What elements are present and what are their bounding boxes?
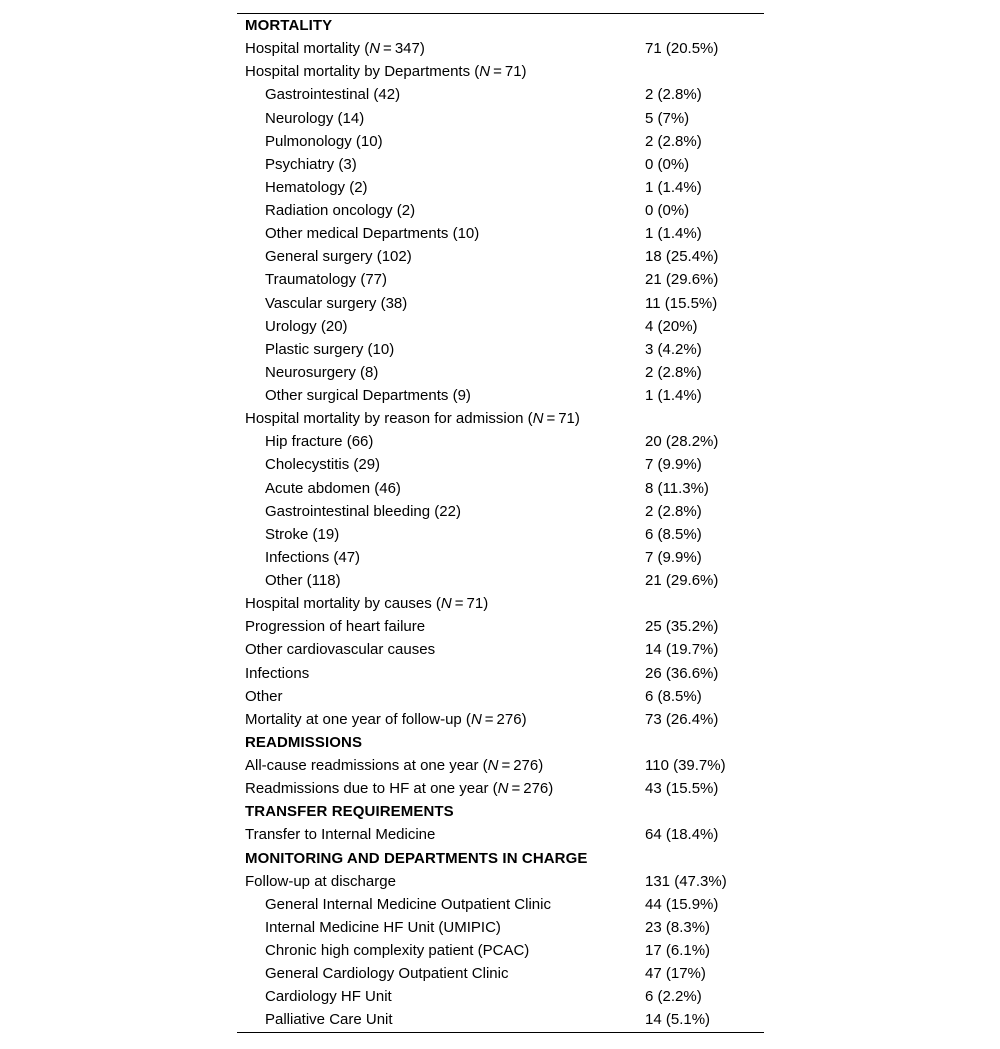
table-row bbox=[237, 708, 764, 731]
table-row bbox=[237, 176, 764, 199]
row-value: 47 (17%) bbox=[645, 965, 706, 983]
row-label: Plastic surgery (10) bbox=[265, 340, 395, 358]
row-value: 6 (2.2%) bbox=[645, 988, 702, 1006]
row-label: Psychiatry (3) bbox=[265, 155, 357, 173]
table-row bbox=[237, 777, 764, 800]
table-row bbox=[237, 500, 764, 523]
row-label: Cholecystitis (29) bbox=[265, 456, 381, 474]
table-row bbox=[237, 107, 764, 130]
row-label: Hospital mortality by causes (N = 71) bbox=[245, 595, 489, 613]
row-label: Hospital mortality by reason for admission (N = 71) bbox=[245, 410, 580, 428]
row-label: Other surgical Departments (9) bbox=[265, 387, 471, 404]
table-row bbox=[237, 292, 764, 315]
table-row bbox=[237, 800, 764, 823]
section-header: READMISSIONS bbox=[245, 733, 363, 751]
row-label: General Internal Medicine Outpatient Clinic bbox=[265, 895, 551, 913]
section-header: MORTALITY bbox=[245, 17, 333, 34]
table-row bbox=[237, 268, 764, 291]
row-value: 1 (1.4%) bbox=[645, 225, 702, 243]
table-row bbox=[237, 985, 764, 1008]
table-row bbox=[237, 916, 764, 939]
row-value: 2 (2.8%) bbox=[645, 132, 702, 150]
row-value: 17 (6.1%) bbox=[645, 942, 711, 959]
row-label: Readmissions due to HF at one year (N = 276) bbox=[245, 780, 554, 798]
row-value: 6 (8.5%) bbox=[645, 525, 702, 543]
table-row bbox=[237, 338, 764, 361]
row-value: 0 (0%) bbox=[645, 155, 690, 173]
table-row bbox=[237, 222, 764, 245]
table-bottom-rule bbox=[237, 1032, 764, 1033]
table-row bbox=[237, 14, 764, 37]
row-value: 26 (36.6%) bbox=[645, 664, 719, 682]
row-value: 18 (25.4%) bbox=[645, 248, 719, 266]
row-value: 8 (11.3%) bbox=[645, 479, 709, 497]
row-value: 7 (9.9%) bbox=[645, 456, 702, 474]
row-label: Radiation oncology (2) bbox=[265, 202, 416, 219]
row-label: Infections (47) bbox=[265, 548, 361, 566]
row-value: 21 (29.6%) bbox=[645, 572, 719, 589]
row-value: 44 (15.9%) bbox=[645, 895, 719, 913]
table-row bbox=[237, 731, 764, 754]
row-value: 73 (26.4%) bbox=[645, 710, 719, 728]
row-label: Hematology (2) bbox=[265, 178, 368, 196]
table-row bbox=[237, 37, 764, 60]
row-label: All-cause readmissions at one year (N = 276) bbox=[245, 757, 544, 774]
table-row bbox=[237, 1008, 764, 1031]
row-label: Other (118) bbox=[265, 572, 341, 589]
row-label: Progression of heart failure bbox=[245, 618, 426, 636]
table-row bbox=[237, 60, 764, 83]
table-row bbox=[237, 939, 764, 962]
row-label: Neurology (14) bbox=[265, 109, 365, 127]
table-row bbox=[237, 361, 764, 384]
row-value: 4 (20%) bbox=[645, 317, 698, 335]
row-label: Transfer to Internal Medicine bbox=[245, 826, 436, 844]
table-row bbox=[237, 592, 764, 615]
table-row bbox=[237, 870, 764, 893]
table-row bbox=[237, 662, 764, 685]
table-row bbox=[237, 83, 764, 106]
row-value: 14 (19.7%) bbox=[645, 641, 719, 659]
row-value: 43 (15.5%) bbox=[645, 780, 719, 798]
row-label: Gastrointestinal (42) bbox=[265, 86, 401, 104]
table-row bbox=[237, 315, 764, 338]
table-row bbox=[237, 615, 764, 638]
table-row bbox=[237, 754, 764, 777]
table-row bbox=[237, 384, 764, 407]
row-value: 2 (2.8%) bbox=[645, 363, 702, 381]
row-label: Other bbox=[245, 687, 283, 705]
row-label: Neurosurgery (8) bbox=[265, 363, 379, 381]
table-row bbox=[237, 569, 764, 592]
row-value: 1 (1.4%) bbox=[645, 387, 702, 404]
row-value: 110 (39.7%) bbox=[645, 757, 726, 774]
row-label: Other cardiovascular causes bbox=[245, 641, 436, 659]
table-row bbox=[237, 199, 764, 222]
row-value: 5 (7%) bbox=[645, 109, 690, 127]
row-label: Hospital mortality by Departments (N = 71) bbox=[245, 63, 527, 81]
row-label: Other medical Departments (10) bbox=[265, 225, 480, 243]
row-value: 131 (47.3%) bbox=[645, 872, 727, 890]
table-row bbox=[237, 847, 764, 870]
table-row bbox=[237, 407, 764, 430]
section-header: MONITORING AND DEPARTMENTS IN CHARGE bbox=[245, 849, 588, 867]
table-row bbox=[237, 638, 764, 661]
table-row bbox=[237, 130, 764, 153]
table-row bbox=[237, 523, 764, 546]
row-value: 6 (8.5%) bbox=[645, 687, 702, 705]
row-label: Mortality at one year of follow-up (N = 276) bbox=[245, 710, 527, 728]
row-value: 21 (29.6%) bbox=[645, 271, 719, 289]
row-label: Hip fracture (66) bbox=[265, 433, 374, 451]
row-value: 3 (4.2%) bbox=[645, 340, 702, 358]
row-value: 2 (2.8%) bbox=[645, 502, 702, 520]
table-row bbox=[237, 477, 764, 500]
row-label: Vascular surgery (38) bbox=[265, 294, 408, 312]
table-row bbox=[237, 430, 764, 453]
table-row bbox=[237, 453, 764, 476]
row-value: 23 (8.3%) bbox=[645, 918, 711, 936]
table-row bbox=[237, 546, 764, 569]
row-label: Traumatology (77) bbox=[265, 271, 387, 289]
row-value: 14 (5.1%) bbox=[645, 1011, 711, 1029]
row-value: 2 (2.8%) bbox=[645, 86, 702, 104]
row-value: 71 (20.5%) bbox=[645, 40, 719, 58]
outcomes-table bbox=[237, 13, 764, 1033]
row-label: Palliative Care Unit bbox=[265, 1011, 393, 1029]
row-label: Chronic high complexity patient (PCAC) bbox=[265, 942, 530, 959]
table-row bbox=[237, 962, 764, 985]
row-value: 20 (28.2%) bbox=[645, 433, 719, 451]
table-row bbox=[237, 685, 764, 708]
row-value: 11 (15.5%) bbox=[645, 294, 718, 312]
row-label: Infections bbox=[245, 664, 310, 682]
row-label: Hospital mortality (N = 347) bbox=[245, 40, 425, 58]
row-label: Stroke (19) bbox=[265, 525, 340, 543]
table-body bbox=[237, 14, 764, 1032]
row-value: 1 (1.4%) bbox=[645, 178, 702, 196]
table-row bbox=[237, 893, 764, 916]
row-value: 0 (0%) bbox=[645, 202, 690, 219]
section-header: TRANSFER REQUIREMENTS bbox=[245, 803, 454, 821]
row-label: Internal Medicine HF Unit (UMIPIC) bbox=[265, 918, 501, 936]
row-value: 25 (35.2%) bbox=[645, 618, 719, 636]
row-label: Gastrointestinal bleeding (22) bbox=[265, 502, 461, 520]
table-row bbox=[237, 823, 764, 846]
row-label: Follow-up at discharge bbox=[245, 872, 396, 890]
table-row bbox=[237, 245, 764, 268]
row-value: 64 (18.4%) bbox=[645, 826, 719, 844]
table-row bbox=[237, 153, 764, 176]
row-label: Urology (20) bbox=[265, 317, 348, 335]
row-value: 7 (9.9%) bbox=[645, 548, 702, 566]
row-label: Acute abdomen (46) bbox=[265, 479, 401, 497]
row-label: General surgery (102) bbox=[265, 248, 412, 266]
row-label: General Cardiology Outpatient Clinic bbox=[265, 965, 509, 983]
row-label: Cardiology HF Unit bbox=[265, 988, 392, 1006]
row-label: Pulmonology (10) bbox=[265, 132, 383, 150]
